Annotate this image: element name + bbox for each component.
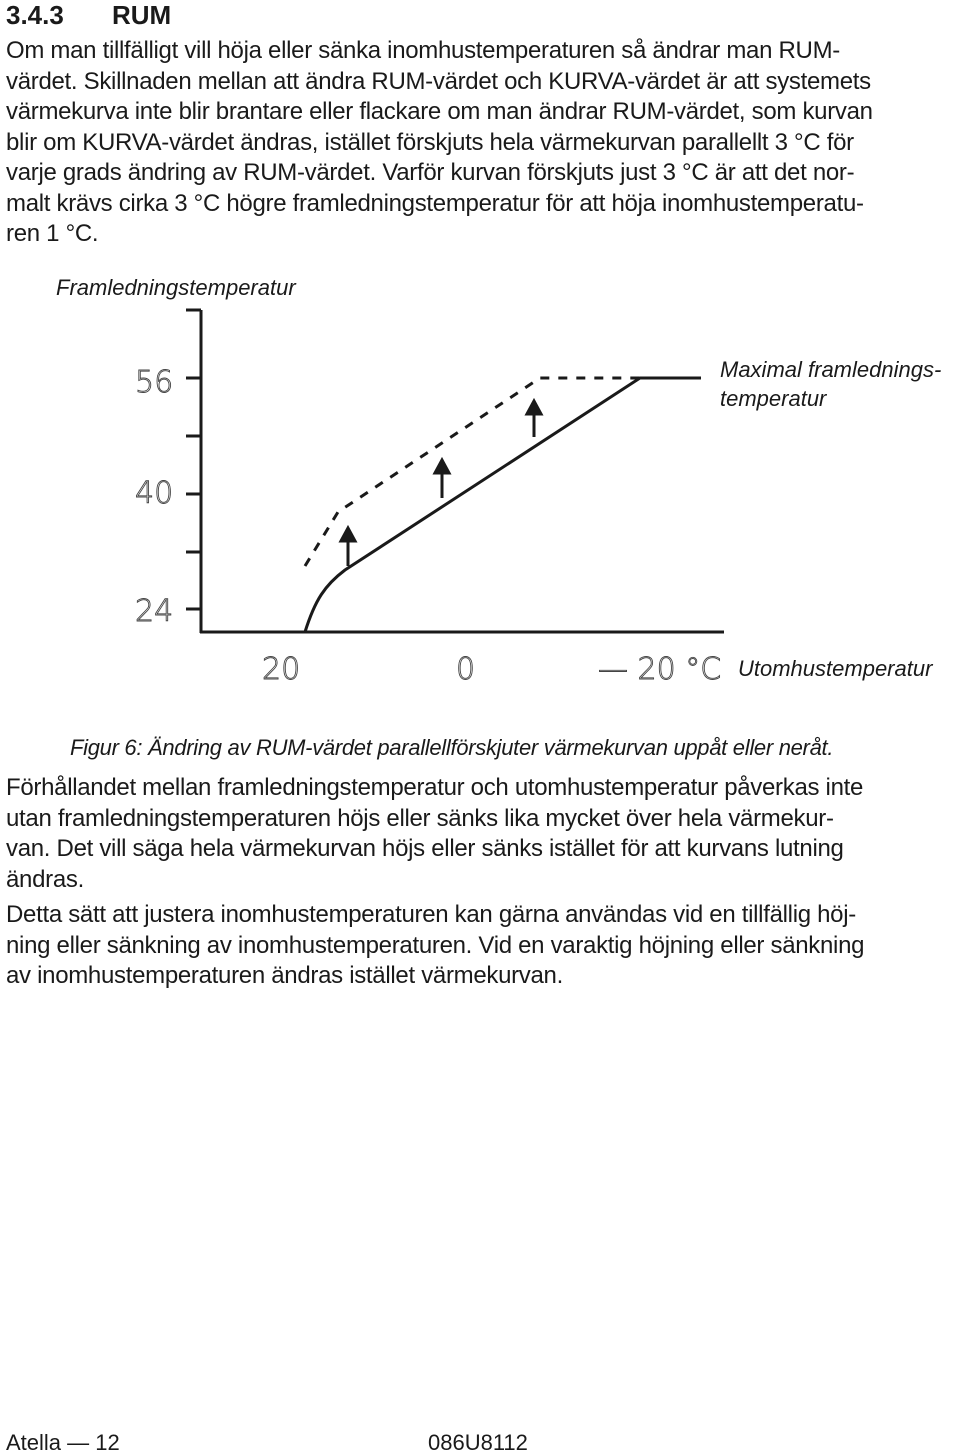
up-arrow-icon <box>341 528 355 541</box>
intro-paragraph <box>6 36 952 250</box>
x-tick-label: 0 <box>456 652 476 687</box>
section-heading <box>6 0 171 31</box>
y-tick-label: 56 <box>135 365 174 400</box>
intro-line: värdet. Skillnaden mellan att ändra RUM-värdet och KURVA-värdet är att systemets <box>6 67 871 95</box>
paragraph-line: utan framledningstemperaturen höjs eller sänks lika mycket över hela värmekur- <box>6 804 834 832</box>
heating-curve-figure <box>0 268 960 708</box>
intro-line: värmekurva inte blir brantare eller flackare om man ändrar RUM-värdet, som kurvan <box>6 98 873 125</box>
paragraph-line: ändras. <box>6 865 84 893</box>
section-title: RUM <box>112 0 172 30</box>
figure-caption: Figur 6: Ändring av RUM-värdet parallellförskjuter värmekurvan uppåt eller neråt. <box>70 735 834 760</box>
shift-arrows <box>341 401 541 566</box>
intro-line: blir om KURVA-värdet ändras, istället förskjuts hela värmekurvan parallellt 3 °C för <box>6 128 854 156</box>
paragraph-line: ning eller sänkning av inomhustemperaturen. Vid en varaktig höjning eller sänkning <box>6 931 865 959</box>
shifted-curve-dashed-line <box>305 378 640 566</box>
footer-page-label: Atella — 12 <box>6 1430 120 1455</box>
intro-line: malt krävs cirka 3 °C högre framledningstemperatur för att höja inomhustemperatu- <box>6 189 864 217</box>
intro-line: ren 1 °C. <box>6 220 99 247</box>
x-axis-title: Utomhustemperatur <box>738 656 933 681</box>
max-temp-label: temperatur <box>720 386 827 411</box>
intro-line: varje grads ändring av RUM-värdet. Varför kurvan förskjuts just 3 °C är att det nor- <box>6 159 855 186</box>
up-arrow-icon <box>435 460 449 473</box>
heating-curve-line <box>305 378 701 632</box>
paragraph-3 <box>6 900 952 992</box>
y-tick-label: 24 <box>135 594 174 629</box>
y-tick-label: 40 <box>135 476 174 511</box>
paragraph-2 <box>6 773 952 895</box>
paragraph-line: Förhållandet mellan framledningstemperatur och utomhustemperatur påverkas inte <box>6 774 864 801</box>
paragraph-line: van. Det vill säga hela värmekurvan höjs eller sänks istället för att kurvans lutning <box>6 835 844 862</box>
x-tick-label: 20 <box>262 652 301 687</box>
max-temp-label: Maximal framlednings- <box>720 357 942 382</box>
intro-line: Om man tillfälligt vill höja eller sänka inomhustemperaturen så ändrar man RUM- <box>6 37 840 64</box>
footer-doc-code: 086U8112 <box>428 1430 528 1455</box>
paragraph-line: av inomhustemperaturen ändras istället värmekurvan. <box>6 962 563 989</box>
x-tick-label: — 20 °C <box>598 652 722 687</box>
y-axis-title: Framledningstemperatur <box>56 275 296 300</box>
section-number: 3.4.3 <box>6 0 64 30</box>
up-arrow-icon <box>527 401 541 414</box>
paragraph-line: Detta sätt att justera inomhustemperaturen kan gärna användas vid en tillfällig höj- <box>6 901 856 928</box>
